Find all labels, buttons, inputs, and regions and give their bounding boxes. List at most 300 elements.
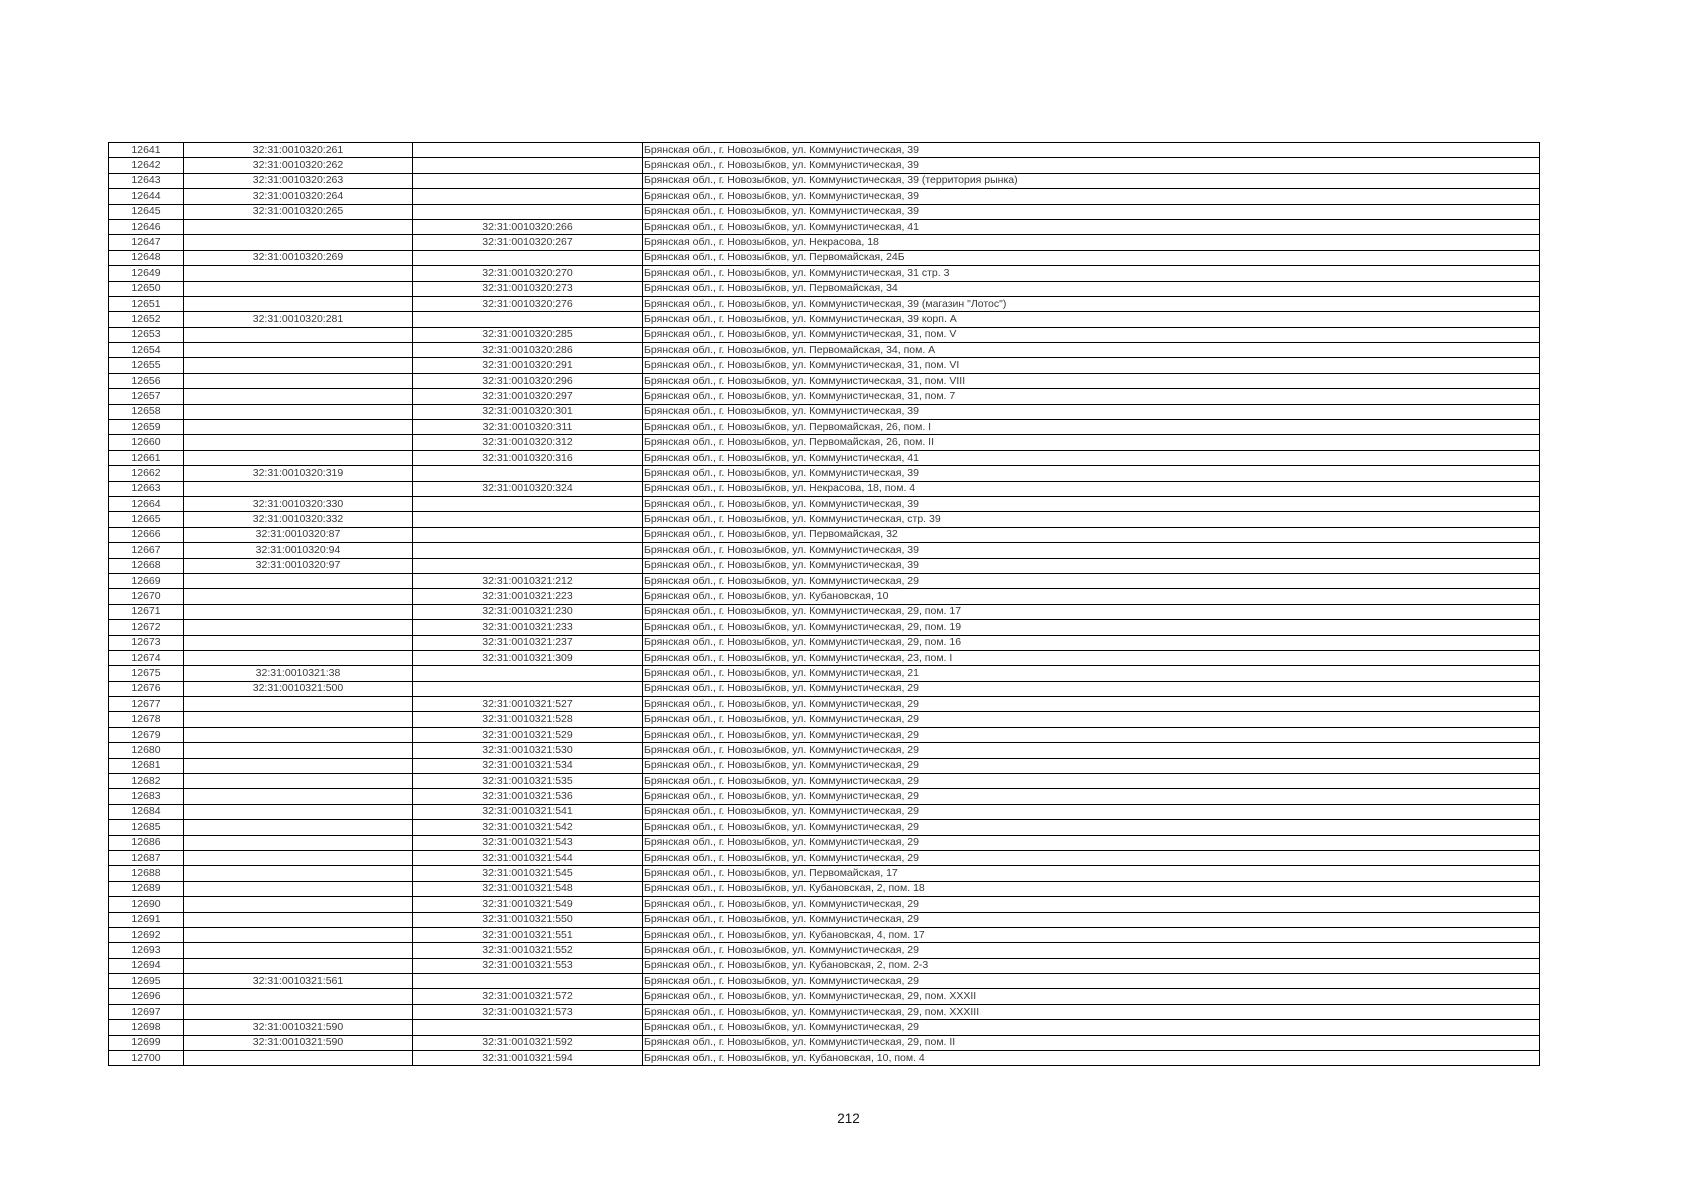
table-row xyxy=(109,266,1540,281)
row-number-cell: 12671 xyxy=(109,604,184,619)
related-cadastral-number-cell xyxy=(413,466,643,481)
row-number-cell: 12655 xyxy=(109,358,184,373)
table-row xyxy=(109,250,1540,265)
related-cadastral-number-cell: 32:31:0010321:548 xyxy=(413,881,643,896)
address-cell: Брянская обл., г. Новозыбков, ул. Коммунистическая, 39 xyxy=(643,558,1540,573)
row-number-cell: 12645 xyxy=(109,204,184,219)
address-cell: Брянская обл., г. Новозыбков, ул. Коммунистическая, 39 xyxy=(643,189,1540,204)
address-cell: Брянская обл., г. Новозыбков, ул. Коммунистическая, 29 xyxy=(643,1020,1540,1035)
table-row xyxy=(109,343,1540,358)
address-cell: Брянская обл., г. Новозыбков, ул. Кубановская, 10, пом. 4 xyxy=(643,1051,1540,1066)
row-number-cell: 12694 xyxy=(109,958,184,973)
row-number-cell: 12660 xyxy=(109,435,184,450)
cadastral-number-cell: 32:31:0010320:263 xyxy=(184,173,413,188)
table-row xyxy=(109,866,1540,881)
cadastral-number-cell: 32:31:0010320:97 xyxy=(184,558,413,573)
table-row xyxy=(109,927,1540,942)
related-cadastral-number-cell: 32:31:0010320:276 xyxy=(413,296,643,311)
cadastral-number-cell xyxy=(184,373,413,388)
table-row xyxy=(109,143,1540,158)
related-cadastral-number-cell: 32:31:0010321:212 xyxy=(413,573,643,588)
row-number-cell: 12690 xyxy=(109,897,184,912)
table-row xyxy=(109,358,1540,373)
table-row xyxy=(109,912,1540,927)
cadastral-number-cell xyxy=(184,1004,413,1019)
address-cell: Брянская обл., г. Новозыбков, ул. Коммунистическая, 29 xyxy=(643,897,1540,912)
cadastral-number-cell xyxy=(184,727,413,742)
related-cadastral-number-cell: 32:31:0010321:550 xyxy=(413,912,643,927)
row-number-cell: 12654 xyxy=(109,343,184,358)
table-row xyxy=(109,804,1540,819)
cadastral-number-cell: 32:31:0010320:269 xyxy=(184,250,413,265)
related-cadastral-number-cell: 32:31:0010320:285 xyxy=(413,327,643,342)
cadastral-number-cell xyxy=(184,743,413,758)
related-cadastral-number-cell xyxy=(413,681,643,696)
table-row xyxy=(109,235,1540,250)
row-number-cell: 12684 xyxy=(109,804,184,819)
address-cell: Брянская обл., г. Новозыбков, ул. Коммунистическая, стр. 39 xyxy=(643,512,1540,527)
cadastral-number-cell xyxy=(184,712,413,727)
address-cell: Брянская обл., г. Новозыбков, ул. Коммунистическая, 39 xyxy=(643,496,1540,511)
table-row xyxy=(109,697,1540,712)
address-cell: Брянская обл., г. Новозыбков, ул. Коммунистическая, 39 xyxy=(643,404,1540,419)
row-number-cell: 12662 xyxy=(109,466,184,481)
table-row xyxy=(109,666,1540,681)
cadastral-number-cell xyxy=(184,850,413,865)
address-cell: Брянская обл., г. Новозыбков, ул. Первомайская, 26, пом. I xyxy=(643,420,1540,435)
related-cadastral-number-cell: 32:31:0010321:592 xyxy=(413,1035,643,1050)
address-cell: Брянская обл., г. Новозыбков, ул. Коммунистическая, 29 xyxy=(643,820,1540,835)
row-number-cell: 12675 xyxy=(109,666,184,681)
address-cell: Брянская обл., г. Новозыбков, ул. Коммунистическая, 29, пом. 17 xyxy=(643,604,1540,619)
cadastral-number-cell: 32:31:0010320:94 xyxy=(184,543,413,558)
table-row xyxy=(109,727,1540,742)
table-row xyxy=(109,481,1540,496)
address-cell: Брянская обл., г. Новозыбков, ул. Первомайская, 32 xyxy=(643,527,1540,542)
related-cadastral-number-cell: 32:31:0010321:545 xyxy=(413,866,643,881)
address-cell: Брянская обл., г. Новозыбков, ул. Кубановская, 10 xyxy=(643,589,1540,604)
address-cell: Брянская обл., г. Новозыбков, ул. Коммунистическая, 39 xyxy=(643,466,1540,481)
table-row xyxy=(109,620,1540,635)
table-row xyxy=(109,604,1540,619)
row-number-cell: 12698 xyxy=(109,1020,184,1035)
address-cell: Брянская обл., г. Новозыбков, ул. Коммунистическая, 29, пом. XXXIII xyxy=(643,1004,1540,1019)
table-row xyxy=(109,958,1540,973)
address-cell: Брянская обл., г. Новозыбков, ул. Коммунистическая, 29 xyxy=(643,912,1540,927)
address-cell: Брянская обл., г. Новозыбков, ул. Первомайская, 34 xyxy=(643,281,1540,296)
cadastral-number-cell xyxy=(184,481,413,496)
related-cadastral-number-cell xyxy=(413,312,643,327)
cadastral-number-cell: 32:31:0010320:319 xyxy=(184,466,413,481)
cadastral-number-cell xyxy=(184,943,413,958)
row-number-cell: 12693 xyxy=(109,943,184,958)
related-cadastral-number-cell: 32:31:0010320:270 xyxy=(413,266,643,281)
table-row xyxy=(109,404,1540,419)
related-cadastral-number-cell xyxy=(413,204,643,219)
table-row xyxy=(109,219,1540,234)
table-row xyxy=(109,173,1540,188)
row-number-cell: 12656 xyxy=(109,373,184,388)
row-number-cell: 12695 xyxy=(109,974,184,989)
address-cell: Брянская обл., г. Новозыбков, ул. Кубановская, 4, пом. 17 xyxy=(643,927,1540,942)
address-cell: Брянская обл., г. Новозыбков, ул. Коммунистическая, 29 xyxy=(643,850,1540,865)
row-number-cell: 12663 xyxy=(109,481,184,496)
cadastral-number-cell xyxy=(184,450,413,465)
row-number-cell: 12681 xyxy=(109,758,184,773)
cadastral-number-cell: 32:31:0010320:261 xyxy=(184,143,413,158)
table-row xyxy=(109,512,1540,527)
page-number: 212 xyxy=(837,1111,860,1126)
related-cadastral-number-cell: 32:31:0010321:541 xyxy=(413,804,643,819)
row-number-cell: 12683 xyxy=(109,789,184,804)
related-cadastral-number-cell: 32:31:0010321:535 xyxy=(413,774,643,789)
cadastral-number-cell: 32:31:0010321:500 xyxy=(184,681,413,696)
row-number-cell: 12652 xyxy=(109,312,184,327)
row-number-cell: 12649 xyxy=(109,266,184,281)
table-row xyxy=(109,820,1540,835)
row-number-cell: 12642 xyxy=(109,158,184,173)
table-row xyxy=(109,281,1540,296)
address-cell: Брянская обл., г. Новозыбков, ул. Коммунистическая, 29 xyxy=(643,681,1540,696)
related-cadastral-number-cell: 32:31:0010321:594 xyxy=(413,1051,643,1066)
row-number-cell: 12661 xyxy=(109,450,184,465)
related-cadastral-number-cell: 32:31:0010320:316 xyxy=(413,450,643,465)
row-number-cell: 12658 xyxy=(109,404,184,419)
row-number-cell: 12679 xyxy=(109,727,184,742)
related-cadastral-number-cell xyxy=(413,496,643,511)
cadastral-number-cell: 32:31:0010321:590 xyxy=(184,1035,413,1050)
address-cell: Брянская обл., г. Новозыбков, ул. Коммунистическая, 29 xyxy=(643,789,1540,804)
cadastral-number-cell: 32:31:0010321:561 xyxy=(184,974,413,989)
cadastral-number-cell xyxy=(184,435,413,450)
row-number-cell: 12659 xyxy=(109,420,184,435)
cadastral-number-cell xyxy=(184,989,413,1004)
address-cell: Брянская обл., г. Новозыбков, ул. Коммунистическая, 31, пом. V xyxy=(643,327,1540,342)
cadastral-number-cell xyxy=(184,573,413,588)
table-row xyxy=(109,327,1540,342)
cadastral-number-cell xyxy=(184,758,413,773)
row-number-cell: 12670 xyxy=(109,589,184,604)
row-number-cell: 12688 xyxy=(109,866,184,881)
row-number-cell: 12700 xyxy=(109,1051,184,1066)
related-cadastral-number-cell xyxy=(413,250,643,265)
related-cadastral-number-cell xyxy=(413,158,643,173)
address-cell: Брянская обл., г. Новозыбков, ул. Коммунистическая, 29 xyxy=(643,727,1540,742)
address-cell: Брянская обл., г. Новозыбков, ул. Коммунистическая, 39 xyxy=(643,158,1540,173)
address-cell: Брянская обл., г. Новозыбков, ул. Коммунистическая, 39 xyxy=(643,143,1540,158)
related-cadastral-number-cell: 32:31:0010321:536 xyxy=(413,789,643,804)
cadastral-number-cell: 32:31:0010321:38 xyxy=(184,666,413,681)
address-cell: Брянская обл., г. Новозыбков, ул. Некрасова, 18, пом. 4 xyxy=(643,481,1540,496)
row-number-cell: 12666 xyxy=(109,527,184,542)
table-row xyxy=(109,681,1540,696)
related-cadastral-number-cell xyxy=(413,666,643,681)
cadastral-number-cell: 32:31:0010320:265 xyxy=(184,204,413,219)
cadastral-number-cell xyxy=(184,589,413,604)
row-number-cell: 12682 xyxy=(109,774,184,789)
related-cadastral-number-cell xyxy=(413,527,643,542)
related-cadastral-number-cell: 32:31:0010321:528 xyxy=(413,712,643,727)
address-cell: Брянская обл., г. Новозыбков, ул. Коммунистическая, 29 xyxy=(643,943,1540,958)
related-cadastral-number-cell: 32:31:0010321:309 xyxy=(413,650,643,665)
table-row xyxy=(109,204,1540,219)
row-number-cell: 12672 xyxy=(109,620,184,635)
table-row xyxy=(109,712,1540,727)
row-number-cell: 12646 xyxy=(109,219,184,234)
row-number-cell: 12648 xyxy=(109,250,184,265)
address-cell: Брянская обл., г. Новозыбков, ул. Коммунистическая, 31, пом. VIII xyxy=(643,373,1540,388)
related-cadastral-number-cell xyxy=(413,143,643,158)
table-row xyxy=(109,1020,1540,1035)
cadastral-number-cell xyxy=(184,774,413,789)
table-row xyxy=(109,835,1540,850)
address-cell: Брянская обл., г. Новозыбков, ул. Кубановская, 2, пом. 18 xyxy=(643,881,1540,896)
row-number-cell: 12647 xyxy=(109,235,184,250)
related-cadastral-number-cell: 32:31:0010320:311 xyxy=(413,420,643,435)
address-cell: Брянская обл., г. Новозыбков, ул. Коммунистическая, 31, пом. 7 xyxy=(643,389,1540,404)
related-cadastral-number-cell: 32:31:0010320:291 xyxy=(413,358,643,373)
address-cell: Брянская обл., г. Новозыбков, ул. Коммунистическая, 23, пом. I xyxy=(643,650,1540,665)
related-cadastral-number-cell: 32:31:0010321:542 xyxy=(413,820,643,835)
cadastral-number-cell: 32:31:0010320:332 xyxy=(184,512,413,527)
related-cadastral-number-cell: 32:31:0010321:233 xyxy=(413,620,643,635)
related-cadastral-number-cell: 32:31:0010321:529 xyxy=(413,727,643,742)
row-number-cell: 12669 xyxy=(109,573,184,588)
row-number-cell: 12673 xyxy=(109,635,184,650)
address-cell: Брянская обл., г. Новозыбков, ул. Первомайская, 26, пом. II xyxy=(643,435,1540,450)
row-number-cell: 12668 xyxy=(109,558,184,573)
related-cadastral-number-cell: 32:31:0010320:297 xyxy=(413,389,643,404)
related-cadastral-number-cell: 32:31:0010321:223 xyxy=(413,589,643,604)
cadastral-number-cell xyxy=(184,604,413,619)
cadastral-number-cell xyxy=(184,897,413,912)
row-number-cell: 12692 xyxy=(109,927,184,942)
address-cell: Брянская обл., г. Новозыбков, ул. Некрасова, 18 xyxy=(643,235,1540,250)
cadastral-number-cell xyxy=(184,804,413,819)
cadastral-number-cell: 32:31:0010320:330 xyxy=(184,496,413,511)
row-number-cell: 12653 xyxy=(109,327,184,342)
table-row xyxy=(109,296,1540,311)
related-cadastral-number-cell: 32:31:0010321:549 xyxy=(413,897,643,912)
cadastral-number-cell xyxy=(184,343,413,358)
related-cadastral-number-cell: 32:31:0010320:267 xyxy=(413,235,643,250)
cadastral-number-cell xyxy=(184,958,413,973)
row-number-cell: 12657 xyxy=(109,389,184,404)
cadastral-number-cell xyxy=(184,219,413,234)
address-cell: Брянская обл., г. Новозыбков, ул. Коммунистическая, 29 xyxy=(643,758,1540,773)
cadastral-number-cell xyxy=(184,650,413,665)
cadastral-number-cell xyxy=(184,635,413,650)
row-number-cell: 12686 xyxy=(109,835,184,850)
table-row xyxy=(109,989,1540,1004)
registry-table-body xyxy=(109,143,1540,1066)
table-row xyxy=(109,943,1540,958)
address-cell: Брянская обл., г. Новозыбков, ул. Коммунистическая, 29 xyxy=(643,974,1540,989)
cadastral-number-cell xyxy=(184,881,413,896)
related-cadastral-number-cell xyxy=(413,189,643,204)
cadastral-number-cell xyxy=(184,266,413,281)
table-row xyxy=(109,850,1540,865)
row-number-cell: 12674 xyxy=(109,650,184,665)
address-cell: Брянская обл., г. Новозыбков, ул. Коммунистическая, 41 xyxy=(643,219,1540,234)
row-number-cell: 12687 xyxy=(109,850,184,865)
row-number-cell: 12665 xyxy=(109,512,184,527)
table-row xyxy=(109,1004,1540,1019)
related-cadastral-number-cell: 32:31:0010321:230 xyxy=(413,604,643,619)
cadastral-number-cell xyxy=(184,820,413,835)
related-cadastral-number-cell: 32:31:0010321:573 xyxy=(413,1004,643,1019)
table-row xyxy=(109,420,1540,435)
table-row xyxy=(109,312,1540,327)
related-cadastral-number-cell: 32:31:0010321:237 xyxy=(413,635,643,650)
address-cell: Брянская обл., г. Новозыбков, ул. Коммунистическая, 39 корп. А xyxy=(643,312,1540,327)
related-cadastral-number-cell: 32:31:0010321:530 xyxy=(413,743,643,758)
address-cell: Брянская обл., г. Новозыбков, ул. Коммунистическая, 21 xyxy=(643,666,1540,681)
address-cell: Брянская обл., г. Новозыбков, ул. Коммунистическая, 31 стр. 3 xyxy=(643,266,1540,281)
related-cadastral-number-cell xyxy=(413,543,643,558)
table-row xyxy=(109,789,1540,804)
address-cell: Брянская обл., г. Новозыбков, ул. Кубановская, 2, пом. 2-3 xyxy=(643,958,1540,973)
address-cell: Брянская обл., г. Новозыбков, ул. Коммунистическая, 39 xyxy=(643,543,1540,558)
cadastral-number-cell xyxy=(184,620,413,635)
cadastral-number-cell xyxy=(184,912,413,927)
related-cadastral-number-cell: 32:31:0010321:551 xyxy=(413,927,643,942)
address-cell: Брянская обл., г. Новозыбков, ул. Коммунистическая, 31, пом. VI xyxy=(643,358,1540,373)
row-number-cell: 12689 xyxy=(109,881,184,896)
table-row xyxy=(109,743,1540,758)
related-cadastral-number-cell xyxy=(413,974,643,989)
row-number-cell: 12644 xyxy=(109,189,184,204)
table-row xyxy=(109,573,1540,588)
address-cell: Брянская обл., г. Новозыбков, ул. Коммунистическая, 29 xyxy=(643,835,1540,850)
cadastral-number-cell xyxy=(184,1051,413,1066)
row-number-cell: 12667 xyxy=(109,543,184,558)
row-number-cell: 12680 xyxy=(109,743,184,758)
cadastral-number-cell xyxy=(184,404,413,419)
related-cadastral-number-cell: 32:31:0010321:572 xyxy=(413,989,643,1004)
cadastral-number-cell xyxy=(184,281,413,296)
table-row xyxy=(109,635,1540,650)
cadastral-number-cell xyxy=(184,927,413,942)
address-cell: Брянская обл., г. Новозыбков, ул. Коммунистическая, 29 xyxy=(643,697,1540,712)
address-cell: Брянская обл., г. Новозыбков, ул. Коммунистическая, 29, пом. XXXII xyxy=(643,989,1540,1004)
table-row xyxy=(109,881,1540,896)
related-cadastral-number-cell: 32:31:0010321:553 xyxy=(413,958,643,973)
row-number-cell: 12691 xyxy=(109,912,184,927)
address-cell: Брянская обл., г. Новозыбков, ул. Коммунистическая, 39 xyxy=(643,204,1540,219)
table-row xyxy=(109,589,1540,604)
table-row xyxy=(109,466,1540,481)
row-number-cell: 12664 xyxy=(109,496,184,511)
related-cadastral-number-cell: 32:31:0010321:534 xyxy=(413,758,643,773)
table-row xyxy=(109,373,1540,388)
table-row xyxy=(109,1051,1540,1066)
row-number-cell: 12676 xyxy=(109,681,184,696)
registry-table xyxy=(108,142,1540,1066)
related-cadastral-number-cell: 32:31:0010320:273 xyxy=(413,281,643,296)
table-row xyxy=(109,974,1540,989)
table-row xyxy=(109,496,1540,511)
cadastral-number-cell xyxy=(184,866,413,881)
cadastral-number-cell xyxy=(184,389,413,404)
address-cell: Брянская обл., г. Новозыбков, ул. Коммунистическая, 29 xyxy=(643,804,1540,819)
cadastral-number-cell: 32:31:0010320:264 xyxy=(184,189,413,204)
address-cell: Брянская обл., г. Новозыбков, ул. Первомайская, 17 xyxy=(643,866,1540,881)
table-row xyxy=(109,158,1540,173)
related-cadastral-number-cell: 32:31:0010320:266 xyxy=(413,219,643,234)
related-cadastral-number-cell: 32:31:0010320:312 xyxy=(413,435,643,450)
cadastral-number-cell: 32:31:0010320:262 xyxy=(184,158,413,173)
cadastral-number-cell xyxy=(184,327,413,342)
cadastral-number-cell xyxy=(184,789,413,804)
related-cadastral-number-cell: 32:31:0010321:552 xyxy=(413,943,643,958)
row-number-cell: 12650 xyxy=(109,281,184,296)
cadastral-number-cell xyxy=(184,358,413,373)
related-cadastral-number-cell: 32:31:0010321:544 xyxy=(413,850,643,865)
cadastral-number-cell xyxy=(184,697,413,712)
table-row xyxy=(109,189,1540,204)
row-number-cell: 12641 xyxy=(109,143,184,158)
row-number-cell: 12678 xyxy=(109,712,184,727)
related-cadastral-number-cell xyxy=(413,173,643,188)
address-cell: Брянская обл., г. Новозыбков, ул. Коммунистическая, 29, пом. 16 xyxy=(643,635,1540,650)
related-cadastral-number-cell xyxy=(413,512,643,527)
table-row xyxy=(109,650,1540,665)
row-number-cell: 12651 xyxy=(109,296,184,311)
address-cell: Брянская обл., г. Новозыбков, ул. Коммунистическая, 39 (магазин "Лотос") xyxy=(643,296,1540,311)
related-cadastral-number-cell: 32:31:0010320:296 xyxy=(413,373,643,388)
cadastral-number-cell xyxy=(184,835,413,850)
table-row xyxy=(109,527,1540,542)
address-cell: Брянская обл., г. Новозыбков, ул. Первомайская, 24Б xyxy=(643,250,1540,265)
address-cell: Брянская обл., г. Новозыбков, ул. Коммунистическая, 29 xyxy=(643,743,1540,758)
cadastral-number-cell xyxy=(184,235,413,250)
row-number-cell: 12643 xyxy=(109,173,184,188)
row-number-cell: 12699 xyxy=(109,1035,184,1050)
cadastral-number-cell: 32:31:0010321:590 xyxy=(184,1020,413,1035)
row-number-cell: 12696 xyxy=(109,989,184,1004)
cadastral-number-cell: 32:31:0010320:87 xyxy=(184,527,413,542)
cadastral-number-cell xyxy=(184,420,413,435)
related-cadastral-number-cell: 32:31:0010320:286 xyxy=(413,343,643,358)
table-row xyxy=(109,450,1540,465)
table-row xyxy=(109,774,1540,789)
address-cell: Брянская обл., г. Новозыбков, ул. Коммунистическая, 41 xyxy=(643,450,1540,465)
related-cadastral-number-cell: 32:31:0010321:527 xyxy=(413,697,643,712)
related-cadastral-number-cell: 32:31:0010321:543 xyxy=(413,835,643,850)
address-cell: Брянская обл., г. Новозыбков, ул. Коммунистическая, 29 xyxy=(643,712,1540,727)
cadastral-number-cell: 32:31:0010320:281 xyxy=(184,312,413,327)
row-number-cell: 12677 xyxy=(109,697,184,712)
table-row xyxy=(109,758,1540,773)
address-cell: Брянская обл., г. Новозыбков, ул. Коммунистическая, 29 xyxy=(643,774,1540,789)
table-row xyxy=(109,435,1540,450)
related-cadastral-number-cell: 32:31:0010320:324 xyxy=(413,481,643,496)
row-number-cell: 12685 xyxy=(109,820,184,835)
address-cell: Брянская обл., г. Новозыбков, ул. Коммунистическая, 39 (территория рынка) xyxy=(643,173,1540,188)
row-number-cell: 12697 xyxy=(109,1004,184,1019)
related-cadastral-number-cell xyxy=(413,558,643,573)
table-row xyxy=(109,389,1540,404)
table-row xyxy=(109,897,1540,912)
address-cell: Брянская обл., г. Новозыбков, ул. Коммунистическая, 29 xyxy=(643,573,1540,588)
table-row xyxy=(109,558,1540,573)
address-cell: Брянская обл., г. Новозыбков, ул. Первомайская, 34, пом. А xyxy=(643,343,1540,358)
related-cadastral-number-cell xyxy=(413,1020,643,1035)
table-row xyxy=(109,543,1540,558)
address-cell: Брянская обл., г. Новозыбков, ул. Коммунистическая, 29, пом. II xyxy=(643,1035,1540,1050)
related-cadastral-number-cell: 32:31:0010320:301 xyxy=(413,404,643,419)
